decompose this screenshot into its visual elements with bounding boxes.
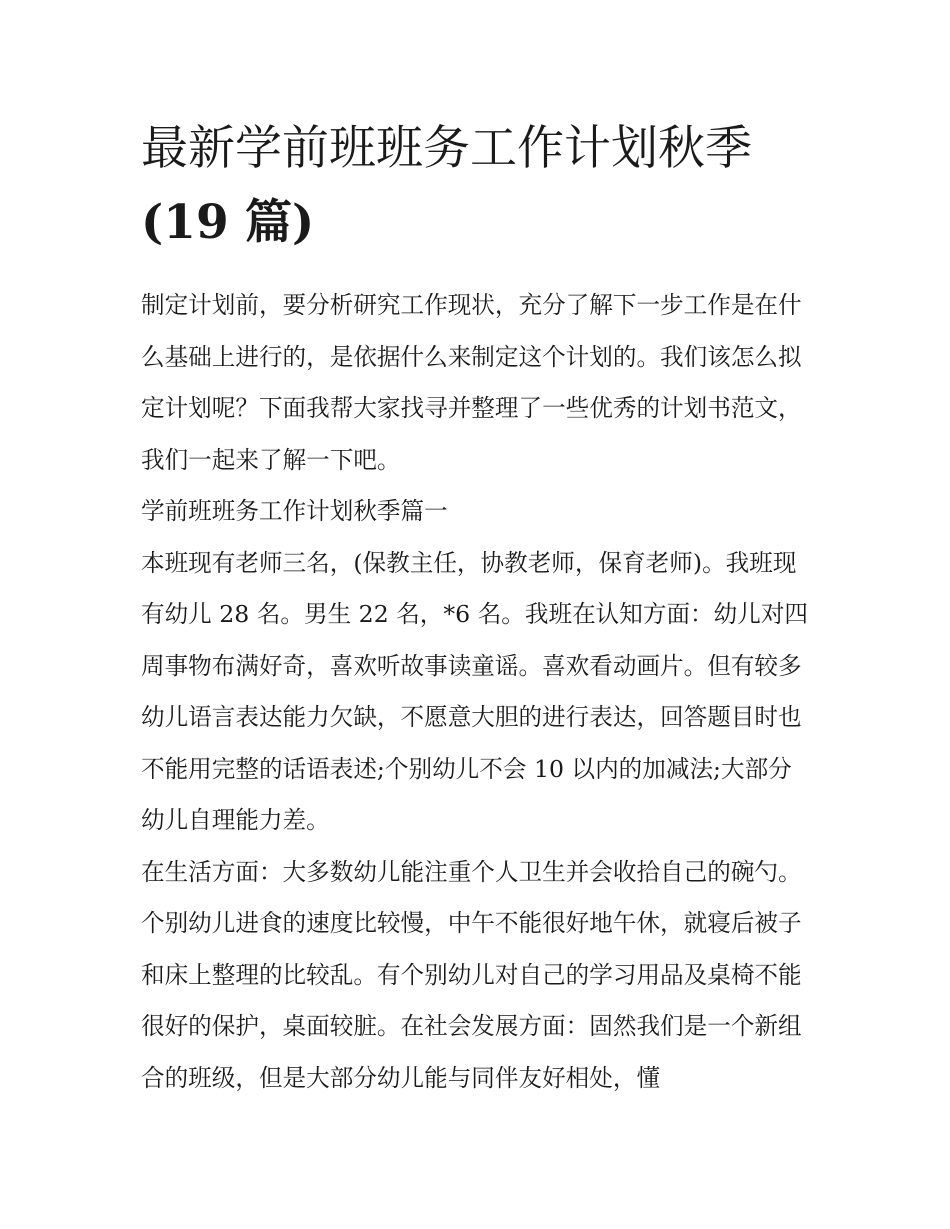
document-body (141, 280, 813, 1104)
title-line-2: (19 篇) (141, 195, 315, 250)
intro-paragraph: 制定计划前，要分析研究工作现状，充分了解下一步工作是在什么基础上进行的，是依据什么来制定这个计划的。我们该怎么拟定计划呢？下面我帮大家找寻并整理了一些优秀的计划书范文，我们一起来了解一下吧。 (141, 291, 802, 474)
title-line-1: 最新学前班班务工作计划秋季 (141, 121, 752, 176)
class-overview-paragraph: 本班现有老师三名，(保教主任，协教老师，保育老师)。我班现有幼儿 28 名。男生 22 名，*6 名。我班在认知方面：幼儿对四周事物布满好奇，喜欢听故事读童谣。喜欢看动画片。但有较多幼儿语言表达能力欠缺，不愿意大胆的进行表达，回答题目时也不能用完整的话语表述;个别幼儿不会 10 以内的加减法;大部分幼儿自理能力差。 (141, 548, 809, 834)
document-title (141, 112, 813, 260)
section-heading: 学前班班务工作计划秋季篇一 (141, 497, 448, 525)
daily-life-paragraph: 在生活方面：大多数幼儿能注重个人卫生并会收拾自己的碗勺。个别幼儿进食的速度比较慢，中午不能很好地午休，就寝后被子和床上整理的比较乱。有个别幼儿对自己的学习用品及桌椅不能很好的保护，桌面较脏。在社会发展方面：固然我们是一个新组合的班级，但是大部分幼儿能与同伴友好相处，懂 (141, 857, 802, 1092)
document-page (141, 112, 813, 1104)
